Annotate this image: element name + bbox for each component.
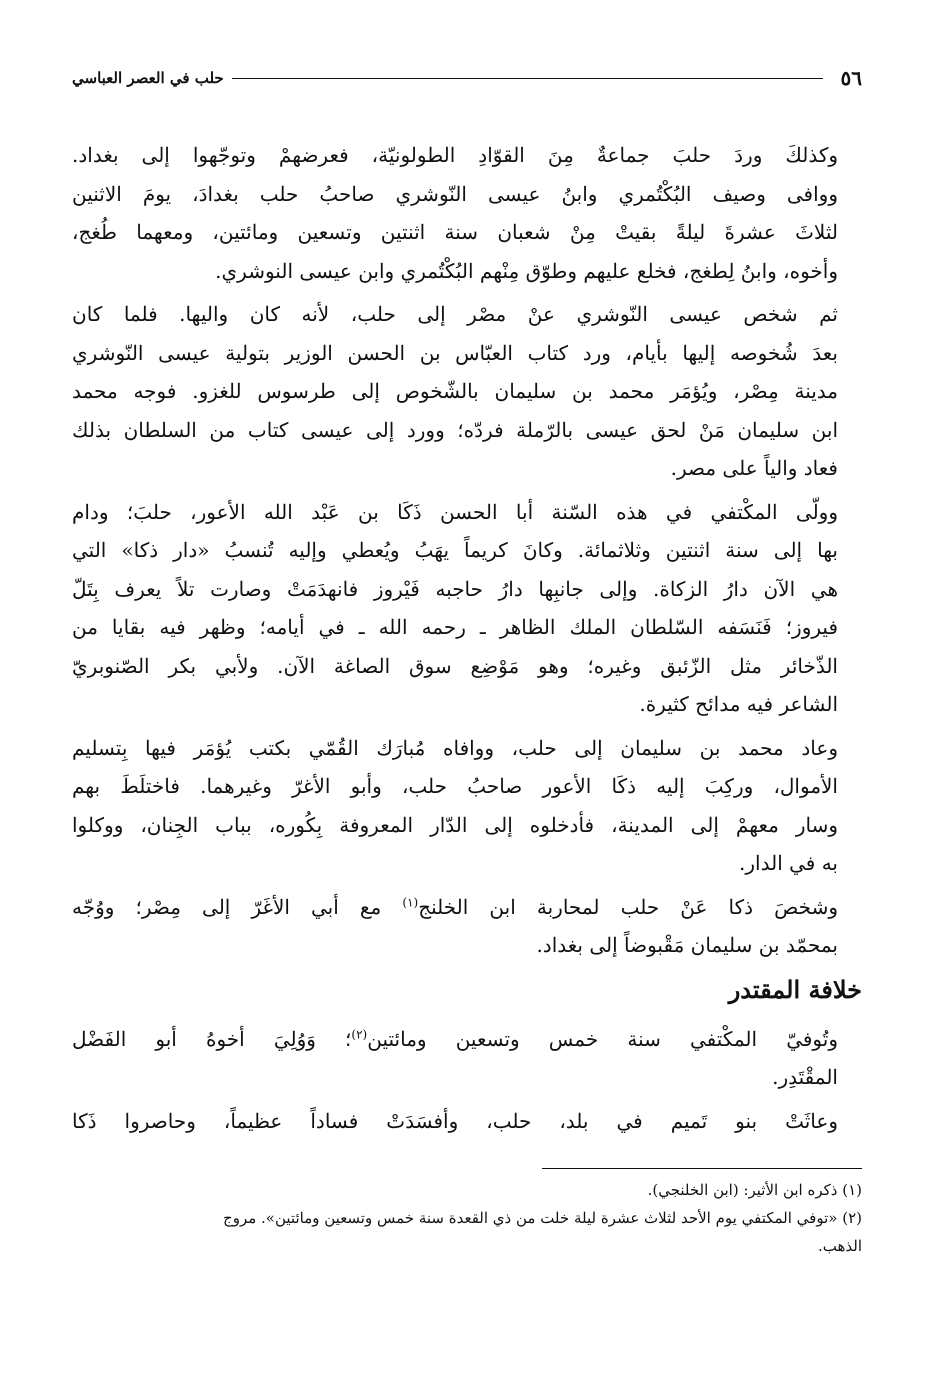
text-line: بمحمّد بن سليمان مَقْبوضاً إلى بغداد. (536, 933, 838, 957)
running-title: حلب في العصر العباسي (72, 69, 224, 87)
section-paragraph-1 (72, 1020, 862, 1097)
text-line: الأموال، وركِبَ إليه ذكَا الأعور صاحبُ حلب، وأبو الأغرّ وغيرهما. فاختلَطَ بهم (72, 774, 838, 798)
text-line (72, 888, 862, 927)
footnote-marker-2: (٢) (351, 1026, 368, 1041)
main-text (72, 136, 862, 1140)
text-line: ابن سليمان مَنْ لحق عيسى بالرّملة فردّه؛ وورد إلى عيسى كتاب من السلطان بذلك (72, 417, 838, 442)
header-rule (232, 78, 823, 79)
footnote-2-continued: الذهب. (817, 1237, 862, 1255)
text-line: بعدَ شُخوصه إليها بأيام، ورد كتاب العبّاس بن الحسن الوزير بتولية عيسى النّوشري (72, 340, 838, 365)
text-line: هي الآن دارُ الزكاة. وإلى جانبِها دارُ حاجبه فَيْروز فانهدَمَتْ وصارت تلاً يعرف بِتَلّ (72, 576, 838, 601)
section-paragraph-2 (72, 1102, 862, 1141)
text-line: وعاد محمد بن سليمان إلى حلب، ووافاه مُبارَك القُمّي بكتب يُؤمَر فيها بِتسليم (72, 735, 838, 760)
text-line: وأخوه، وابنُ لِطغج، فخلع عليهم وطوّق مِنْهم البُكْتُمري وابن عيسى النوشري. (215, 258, 838, 283)
text-line: الذّخائر مثل الزّئبق وغيره؛ وهو مَوْضِع سوق الصاغة الآن. ولأبي بكر الصّنوبريّ (72, 653, 838, 678)
text-line: وولّى المكْتفي في هذه السّنة أبا الحسن ذَكَا بن عَبْد الله الأعور، حلبَ؛ ودام (72, 499, 838, 524)
footnote-1: (١) ذكره ابن الأثير: (ابن الخلنجي). (647, 1181, 862, 1199)
running-header (72, 60, 862, 96)
text-line: مدينة مِصْر، ويُؤمَر محمد بن سليمان بالشّخوص إلى طرسوس للغزو. فوجه محمد (72, 379, 839, 403)
text-line: وكذلكَ وردَ حلبَ جماعةٌ مِنَ القوّادِ الطولونيّة، فعرضهمْ وتوجّهوا إلى بغداد. (72, 143, 838, 167)
paragraph-4 (72, 729, 862, 883)
text-line: ثم شخص عيسى النّوشري عنْ مصْر إلى حلب، لأنه كان واليها. فلما كان (72, 302, 838, 326)
footnote-marker-1: (١) (402, 894, 419, 909)
section-heading: خلافة المقتدر (728, 974, 862, 1004)
paragraph-1 (72, 136, 862, 290)
line-segment: ؛ وَوُلِيَ أخوهُ أبو الفَضْل (72, 1026, 352, 1051)
text-line: وسار معهمْ إلى المدينة، فأدخلوه إلى الدّار المعروفة بِكُوره، بباب الجِنان، ووكلوا (72, 812, 838, 837)
text-line: به في الدار. (739, 851, 838, 875)
text-line: وعاثَتْ بنو تَميم في بلد، حلب، وأفسَدَتْ فساداً عظيماً، وحاصروا ذَكا (72, 1108, 838, 1133)
text-line: المقْتَدِر. (772, 1065, 838, 1089)
text-line: بها إلى سنة اثنتين وثلاثمائة. وكانَ كريماً يهَبُ ويُعطي وإليه تُنسبُ «دار ذكا» التي (72, 538, 838, 562)
text-line: ووافى وصيف البُكْتُمري وابنُ عيسى النّوشري صاحبُ حلب بغدادَ، يومَ الاثنين (72, 181, 838, 206)
footnotes (72, 1177, 862, 1259)
text-line: الشاعر فيه مدائح كثيرة. (639, 692, 838, 716)
line-segment: وتُوفيّ المكْتفي سنة خمس وتسعين ومائتين (367, 1026, 838, 1051)
paragraph-3 (72, 493, 862, 724)
text-line: لثلاثَ عشرةَ ليلةً بقيتْ مِنْ شعبان سنة اثنتين وتسعين ومائتين، ومعهما طُغج، (72, 220, 838, 244)
text-line: فيروز؛ فَنَسَفه السّلطان الملك الظاهر ـ رحمه الله ـ في أيامه؛ وظهر فيه بقايا من (72, 615, 838, 639)
footnote-2: (٢) «توفي المكتفي يوم الأحد لثلاث عشرة ليلة خلت من ذي القعدة سنة خمس وتسعين ومائتين». مروج (223, 1209, 862, 1227)
text-line: فعاد والياً على مصر. (670, 456, 838, 480)
text-line (72, 1020, 862, 1059)
paragraph-5 (72, 888, 862, 965)
footnote-rule (542, 1168, 862, 1169)
line-segment: وشخصَ ذكا عَنْ حلب لمحاربة ابن الخلنج (418, 894, 838, 919)
page-number: ٥٦ (840, 66, 862, 90)
book-page (72, 60, 862, 1261)
line-segment: مع أبي الأغَرّ إلى مِصْر؛ ووُجّه (72, 894, 403, 919)
paragraph-2 (72, 295, 862, 488)
